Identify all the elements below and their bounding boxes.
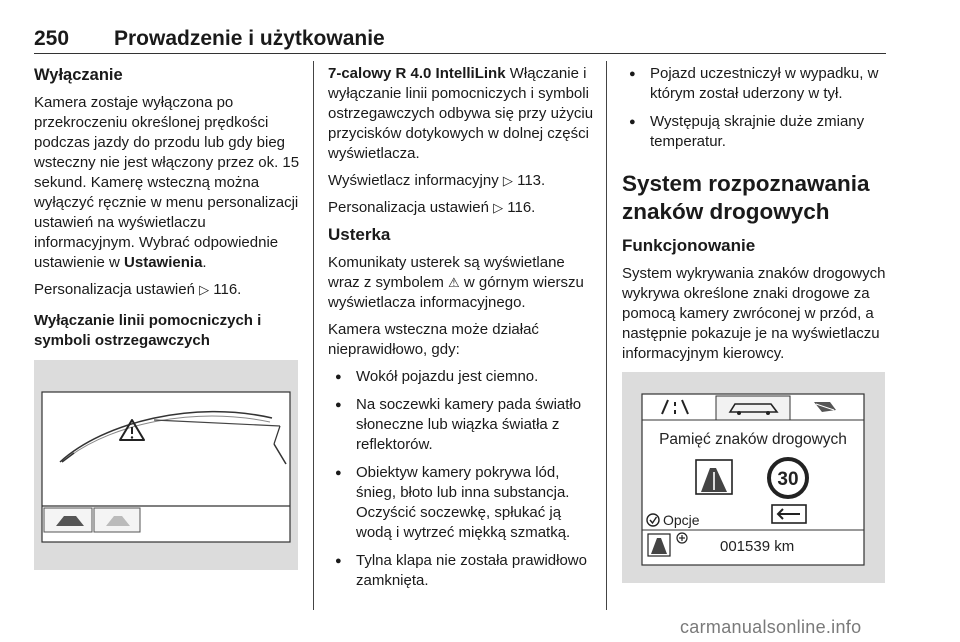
fault-text-a: Komunikaty usterek są wyświetlane wraz z symbolem xyxy=(328,254,565,291)
subheading-guidelines: Wyłączanie linii pomocniczych i symboli ostrzegawczych xyxy=(34,312,262,349)
warning-triangle-icon: ⚠ xyxy=(448,275,460,290)
subheading-function: Funkcjonowanie xyxy=(622,236,756,255)
settings-label: Ustawienia xyxy=(124,254,203,271)
intellilink-paragraph xyxy=(328,64,596,164)
odometer-readout: 001539 km xyxy=(720,538,795,555)
column-1 xyxy=(34,64,302,359)
paragraph-off-end: . xyxy=(202,254,207,271)
section-heading-off: Wyłączanie xyxy=(34,66,123,84)
header-rule xyxy=(34,53,886,54)
motorway-small-icon xyxy=(648,534,670,556)
fault-paragraph-1 xyxy=(328,253,596,313)
info-display-text: Wyświetlacz informacyjny xyxy=(328,172,499,189)
fault-paragraph-2: Kamera wsteczna może działać nieprawidłowo, gdy: xyxy=(328,321,539,358)
traffic-sign-paragraph: System wykrywania znaków drogowych wykrywa określone znaki drogowe za pomocą kamery zwróconej w przód, a następnie pokazuje je na wyświetlaczu informacyjnym kierowcy. xyxy=(622,265,886,362)
speed-limit-value: 30 xyxy=(777,469,799,490)
page-ref-icon: ▷ xyxy=(493,200,504,215)
fault-conditions-list xyxy=(328,367,596,591)
footer-watermark: carmanualsonline.info xyxy=(680,617,862,637)
list-item: ● Tylna klapa nie została prawidłowo zamknięta. xyxy=(328,551,596,591)
paragraph-off-text: Kamera zostaje wyłączona po przekroczeniu określonej prędkości podczas jazdy do przodu lub gdy bieg wsteczny nie jest włączony przez ok. 15 sekund. Kamerę wsteczną można wyłączyć ręcznie w menu personalizacji ustawień na wyświetlaczu informacyjnym. Wybrać odpowiednie ustawienie w xyxy=(34,94,300,271)
list-item: ● Pojazd uczestniczył w wypadku, w którym został uderzony w tył. xyxy=(622,64,888,104)
personalization-text: Personalizacja ustawień xyxy=(34,281,195,298)
personalization-page: 116. xyxy=(213,281,242,298)
column-divider-2 xyxy=(606,61,607,610)
page-number: 250 xyxy=(34,27,70,50)
column-2 xyxy=(328,64,596,599)
speed-limit-sign-icon xyxy=(769,459,807,497)
section-heading-traffic-signs: System rozpoznawania znaków drogowych xyxy=(622,171,870,224)
info-display-page: 113. xyxy=(517,172,546,189)
rear-camera-illustration xyxy=(34,360,298,570)
column-3 xyxy=(622,64,888,371)
page-header xyxy=(34,27,385,51)
personalization-page-2: 116. xyxy=(507,199,536,216)
page-ref-icon: ▷ xyxy=(199,282,210,297)
chapter-title: Prowadzenie i użytkowanie xyxy=(114,27,385,50)
page-ref-icon: ▷ xyxy=(502,173,513,188)
motorway-sign-icon xyxy=(696,460,732,494)
list-item: ● Wokół pojazdu jest ciemno. xyxy=(328,367,596,387)
personalization-text-2: Personalizacja ustawień xyxy=(328,199,489,216)
fault-conditions-list-cont xyxy=(622,64,888,152)
section-heading-fault: Usterka xyxy=(328,225,391,244)
info-display-ref xyxy=(328,171,596,191)
fault-text-b: w górnym wierszu wyświetlacza informacyjnego. xyxy=(328,274,584,311)
intellilink-text: Włączanie i wyłączanie linii pomocniczych i symboli ostrzegawczych odbywa się przy użyciu przycisków dotykowych w dolnej części wyświetlacza. xyxy=(328,65,594,162)
list-item: ● Występują skrajnie duże zmiany temperatur. xyxy=(622,112,888,152)
list-item: ● Na soczewki kamery pada światło słoneczne lub wiązka światła z reflektorów. xyxy=(328,395,596,455)
plus-badge-icon xyxy=(677,533,687,543)
driver-display-illustration xyxy=(622,372,885,583)
personalization-ref-2 xyxy=(328,198,596,218)
intellilink-label: 7-calowy R 4.0 IntelliLink xyxy=(328,65,506,82)
column-divider-1 xyxy=(313,61,314,610)
options-label: Opcje xyxy=(663,512,700,528)
paragraph-off xyxy=(34,93,302,273)
list-item: ● Obiektyw kamery pokrywa lód, śnieg, błoto lub inna substancja. Oczyścić soczewkę, spłukać ją wodą i wytrzeć miękką szmatką. xyxy=(328,463,596,543)
personalization-ref xyxy=(34,280,302,300)
display-title: Pamięć znaków drogowych xyxy=(659,431,847,448)
